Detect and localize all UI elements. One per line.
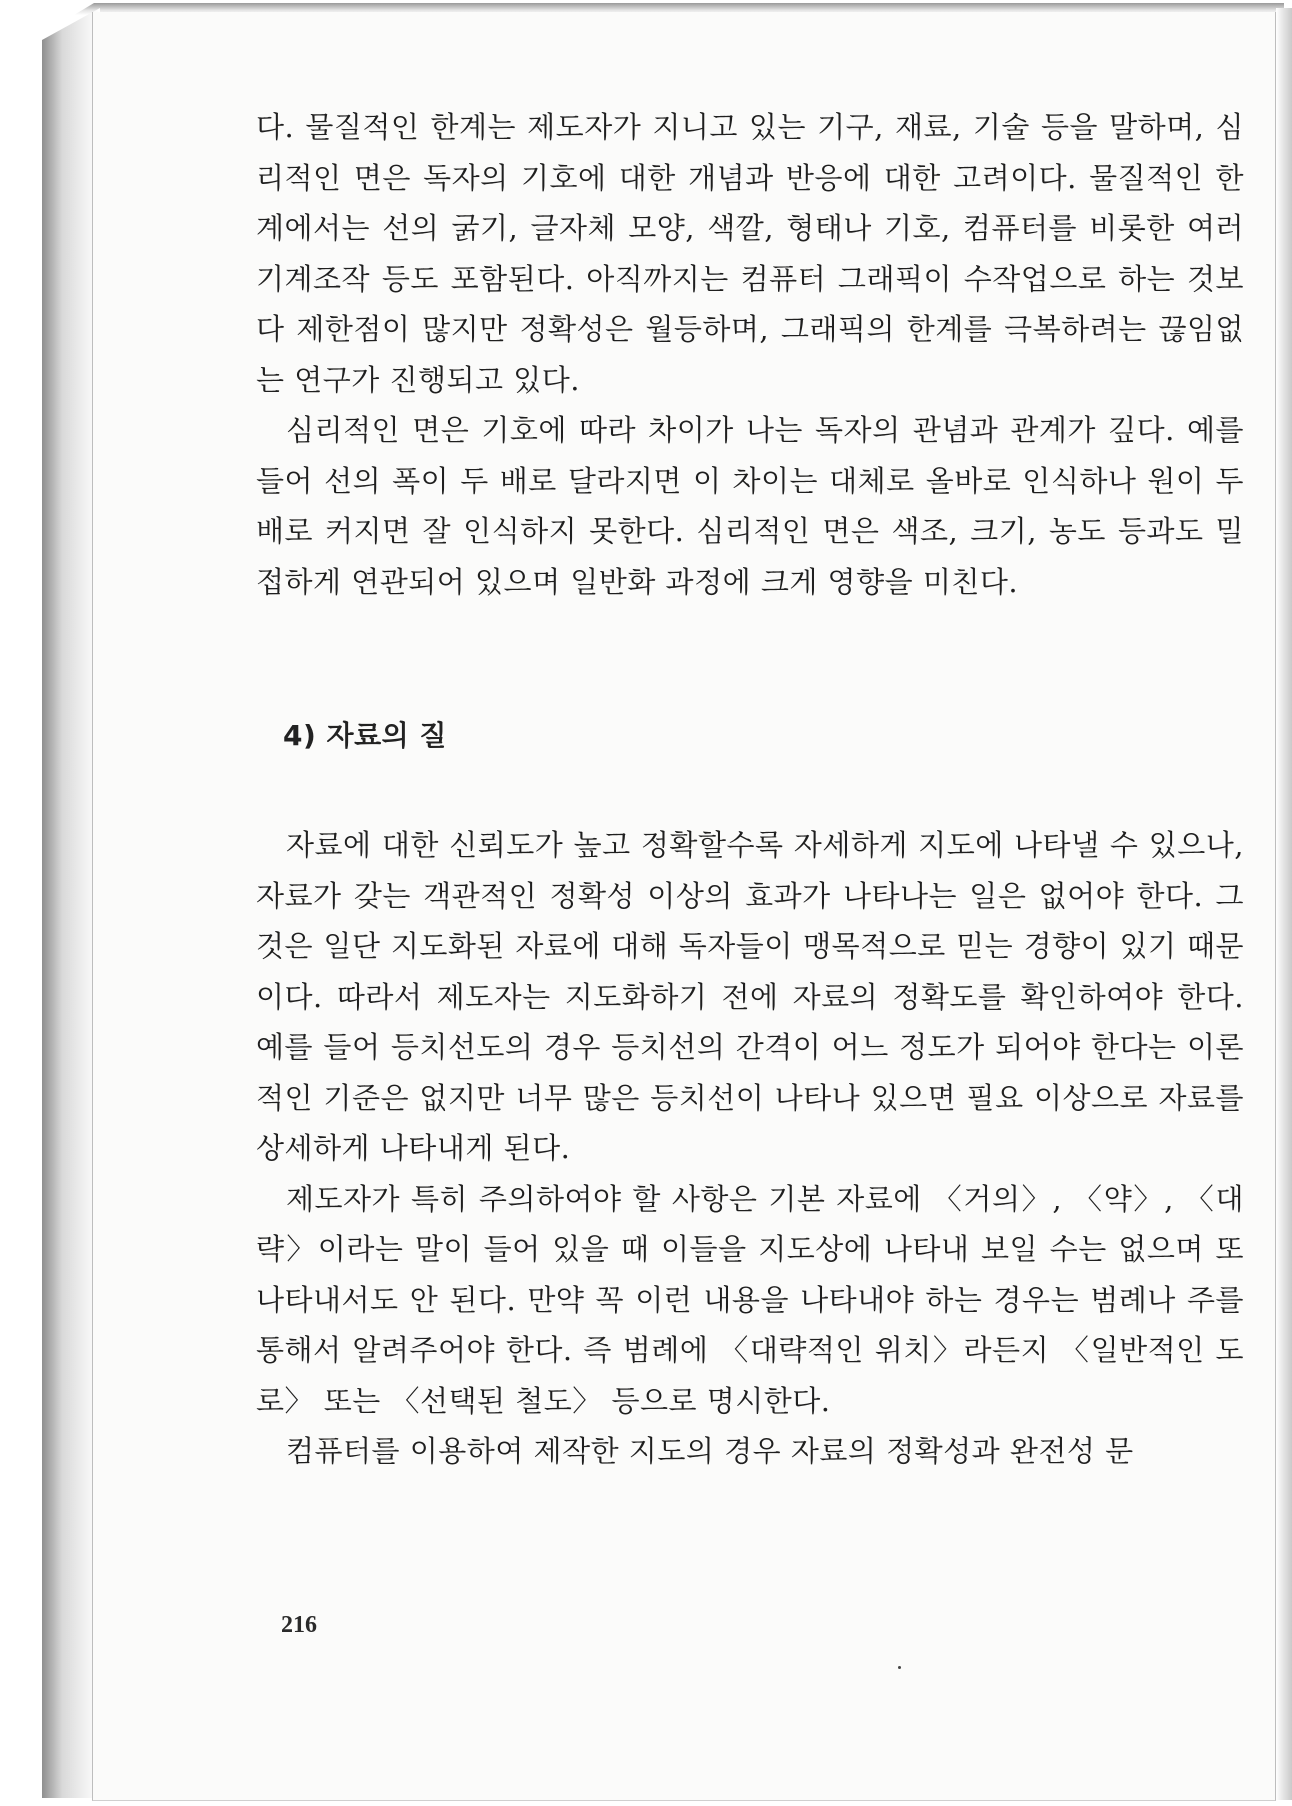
section-2-body (256, 820, 1244, 1477)
paragraph-psychological: 심리적인 면은 기호에 따라 차이가 나는 독자의 관념과 관계가 깊다. 예를 들어 선의 폭이 두 배로 달라지면 이 차이는 대체로 올바로 인식하나 원이 두 배로 커지면 잘 인식하지 못한다. 심리적인 면은 색조, 크기, 농도 등과도 밀접하게 연관되어 있으며 일반화 과정에 크게 영향을 미친다. (256, 413, 1244, 599)
page-sheet (92, 12, 1276, 1801)
page-number: 216 (281, 1612, 317, 1638)
scan-speck (898, 1666, 901, 1669)
paragraph-reliability: 자료에 대한 신뢰도가 높고 정확할수록 자세하게 지도에 나타낼 수 있으나, 자료가 갖는 객관적인 정확성 이상의 효과가 나타나는 일은 없어야 한다. 그것은 일단 지도화된 자료에 대해 독자들이 맹목적으로 믿는 경향이 있기 때문이다. 따라서 제도자는 지도화하기 전에 자료의 정확도를 확인하여야 한다. 예를 들어 등치선도의 경우 등치선의 간격이 어느 정도가 되어야 한다는 이론적인 기준은 없지만 너무 많은 등치선이 나타나 있으면 필요 이상으로 자료를 상세하게 나타내게 된다. (256, 828, 1244, 1165)
paragraph-continued: 다. 물질적인 한계는 제도자가 지니고 있는 기구, 재료, 기술 등을 말하며, 심리적인 면은 독자의 기호에 대한 개념과 반응에 대한 고려이다. 물질적인 한계에서는 선의 굵기, 글자체 모양, 색깔, 형태나 기호, 컴퓨터를 비롯한 여러 기계조작 등도 포함된다. 아직까지는 컴퓨터 그래픽이 수작업으로 하는 것보다 제한점이 많지만 정확성은 월등하며, 그래픽의 한계를 극복하려는 끊임없는 연구가 진행되고 있다. (256, 110, 1244, 397)
paragraph-caution: 제도자가 특히 주의하여야 할 사항은 기본 자료에 〈거의〉, 〈약〉, 〈대략〉이라는 말이 들어 있을 때 이들을 지도상에 나타내 보일 수는 없으며 또 나타내서도 안 된다. 만약 꼭 이런 내용을 나타내야 하는 경우는 범례나 주를 통해서 알려주어야 한다. 즉 범례에 〈대략적인 위치〉라든지 〈일반적인 도로〉 또는 〈선택된 철도〉 등으로 명시한다. (256, 1181, 1244, 1418)
paragraph-computer: 컴퓨터를 이용하여 제작한 지도의 경우 자료의 정확성과 완전성 문 (286, 1434, 1134, 1468)
section-1-body (256, 102, 1244, 607)
page-right-shadow (1276, 8, 1292, 1800)
section-heading: 4) 자료의 질 (283, 719, 447, 752)
